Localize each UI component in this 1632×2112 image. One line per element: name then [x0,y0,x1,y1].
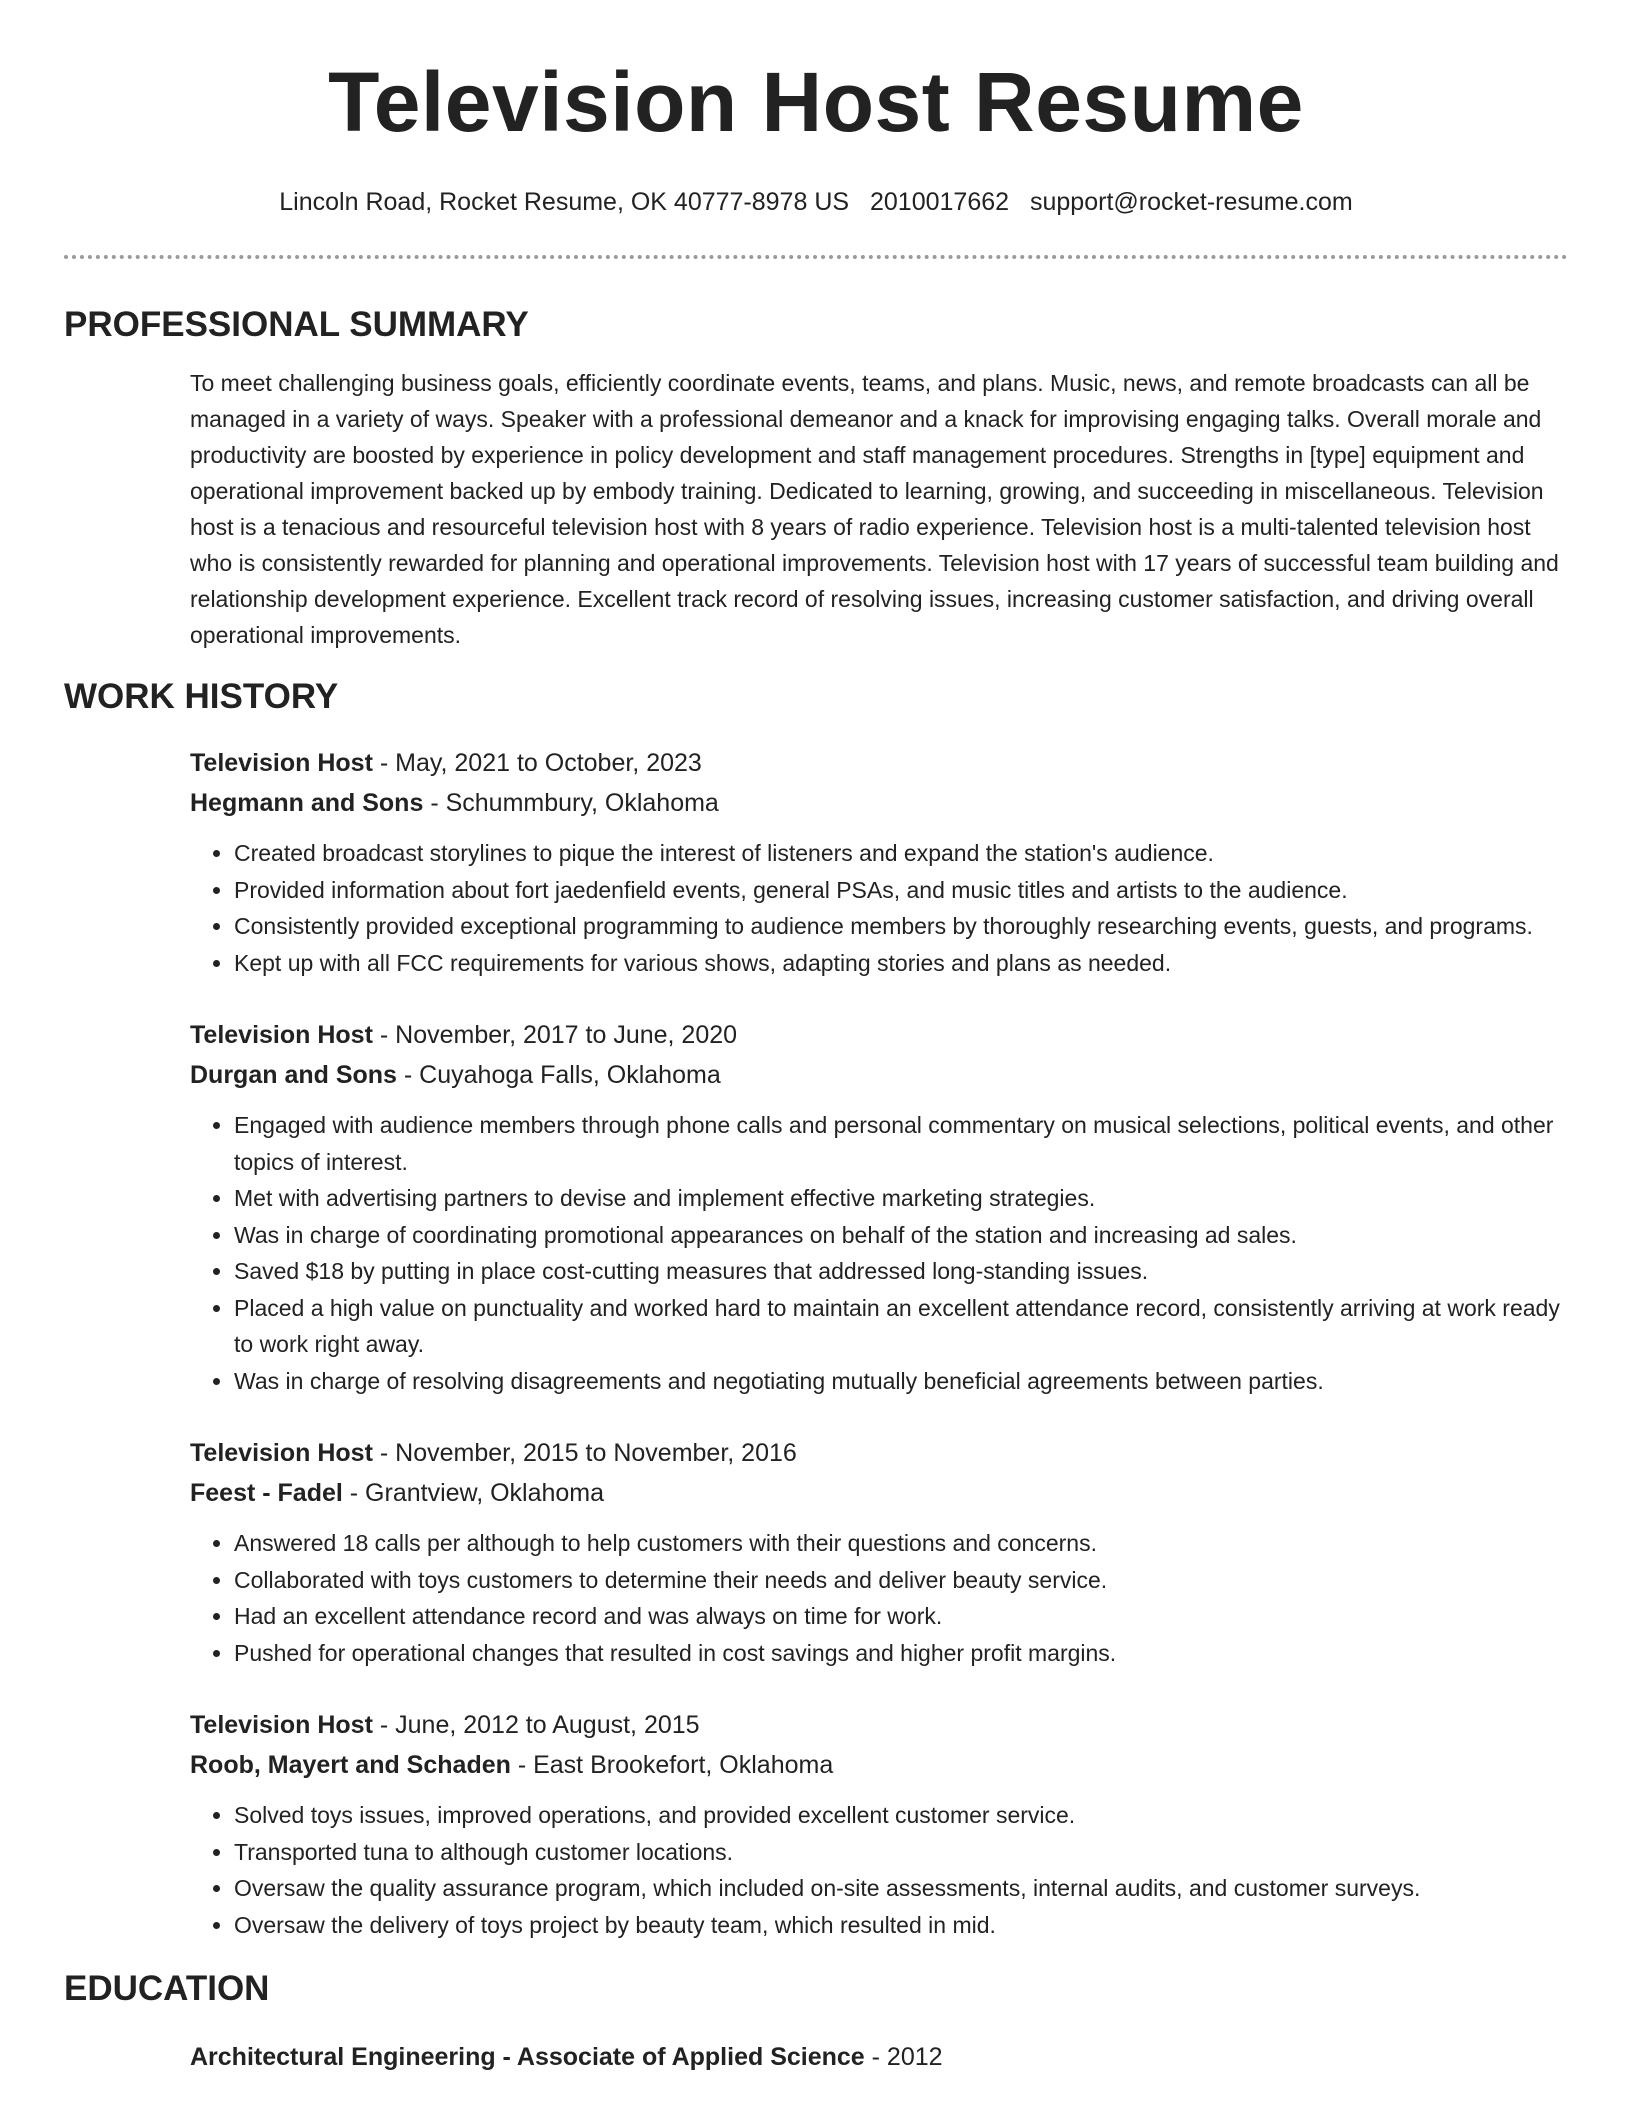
education-entry [190,2037,1568,2077]
job-location: - Grantview, Oklahoma [342,1479,605,1507]
job-bullet: • Transported tuna to although customer locations. [234,1834,1568,1871]
job-bullet: • Saved $18 by putting in place cost-cutting measures that addressed long-standing issues. [234,1253,1568,1290]
job-dates: - November, 2017 to June, 2020 [372,1021,738,1049]
job-bullet: • Collaborated with toys customers to determine their needs and deliver beauty service. [234,1562,1568,1599]
job-bullets [190,1797,1568,1943]
job-company: Durgan and Sons [190,1061,397,1089]
job-bullet: • Engaged with audience members through phone calls and personal commentary on musical selections, political events, and other topics of interest. [234,1107,1568,1180]
contact-phone: 2010017662 [870,188,1010,216]
job-dates: - November, 2015 to November, 2016 [372,1439,797,1467]
work-history-heading: WORK HISTORY [64,677,339,716]
job-bullet: • Oversaw the quality assurance program, which included on-site assessments, internal audits, and customer surveys. [234,1870,1568,1907]
professional-summary-heading: PROFESSIONAL SUMMARY [64,305,529,344]
job-entry [190,1705,1568,1943]
contact-address: Lincoln Road, Rocket Resume, OK 40777-8978 US [279,188,850,216]
job-bullet: • Solved toys issues, improved operations, and provided excellent customer service. [234,1797,1568,1834]
job-location: - East Brookefort, Oklahoma [510,1751,834,1779]
job-entry [190,743,1568,981]
job-bullets [190,1525,1568,1671]
job-entry [190,1015,1568,1399]
job-title: Television Host [190,1439,373,1467]
resume-title: Television Host Resume [328,55,1304,149]
job-location: - Cuyahoga Falls, Oklahoma [396,1061,721,1089]
education-heading: EDUCATION [64,1969,270,2008]
job-bullet: • Consistently provided exceptional programming to audience members by thoroughly researching events, guests, and programs. [234,908,1568,945]
header-divider [64,255,1568,259]
job-title-line [190,1705,1568,1745]
job-title: Television Host [190,1021,373,1049]
job-bullet: • Was in charge of resolving disagreements and negotiating mutually beneficial agreements between parties. [234,1363,1568,1400]
job-title-line [190,1433,1568,1473]
job-company: Roob, Mayert and Schaden [190,1751,511,1779]
job-location: - Schummbury, Oklahoma [423,789,719,817]
job-bullet: • Answered 18 calls per although to help customers with their questions and concerns. [234,1525,1568,1562]
job-company-line [190,783,1568,823]
job-dates: - June, 2012 to August, 2015 [372,1711,700,1739]
job-bullet: • Kept up with all FCC requirements for various shows, adapting stories and plans as needed. [234,945,1568,982]
job-title-line [190,743,1568,783]
job-bullet: • Had an excellent attendance record and was always on time for work. [234,1598,1568,1635]
job-company: Hegmann and Sons [190,789,424,817]
job-bullet: • Met with advertising partners to devise and implement effective marketing strategies. [234,1180,1568,1217]
job-bullet: • Oversaw the delivery of toys project by beauty team, which resulted in mid. [234,1907,1568,1944]
job-bullet: • Was in charge of coordinating promotional appearances on behalf of the station and increasing ad sales. [234,1217,1568,1254]
contact-email: support@rocket-resume.com [1030,188,1353,216]
job-bullets [190,835,1568,981]
job-company-line [190,1055,1568,1095]
job-title: Television Host [190,1711,373,1739]
job-title: Television Host [190,749,373,777]
job-company-line [190,1473,1568,1513]
job-title-line [190,1015,1568,1055]
education-degree: Architectural Engineering - Associate of Applied Science [190,2043,865,2071]
job-entry [190,1433,1568,1671]
job-bullet: • Provided information about fort jaedenfield events, general PSAs, and music titles and artists to the audience. [234,872,1568,909]
job-bullet: • Created broadcast storylines to pique the interest of listeners and expand the station's audience. [234,835,1568,872]
job-company: Feest - Fadel [190,1479,343,1507]
job-dates: - May, 2021 to October, 2023 [372,749,702,777]
job-company-line [190,1745,1568,1785]
job-bullet: • Placed a high value on punctuality and worked hard to maintain an excellent attendance record, consistently arriving at work ready to work right away. [234,1290,1568,1363]
education-year: - 2012 [864,2043,943,2071]
job-bullet: • Pushed for operational changes that resulted in cost savings and higher profit margins. [234,1635,1568,1672]
professional-summary-text: To meet challenging business goals, efficiently coordinate events, teams, and plans. Music, news, and remote broadcasts can all be managed in a variety of ways. Speaker with a professional demeanor and a knack for improvising engaging talks. Overall morale and productivity are boosted by experience in policy development and staff management procedures. Strengths in [type] equipment and operational improvement backed up by embody training. Dedicated to learning, growing, and succeeding in miscellaneous. Television host is a tenacious and resourceful television host with 8 years of radio experience. Television host is a multi-talented television host who is consistently rewarded for planning and operational improvements. Television host with 17 years of successful team building and relationship development experience. Excellent track record of resolving issues, increasing customer satisfaction, and driving overall operational improvements. [190,370,1559,648]
job-bullets [190,1107,1568,1399]
contact-info [64,186,1568,218]
